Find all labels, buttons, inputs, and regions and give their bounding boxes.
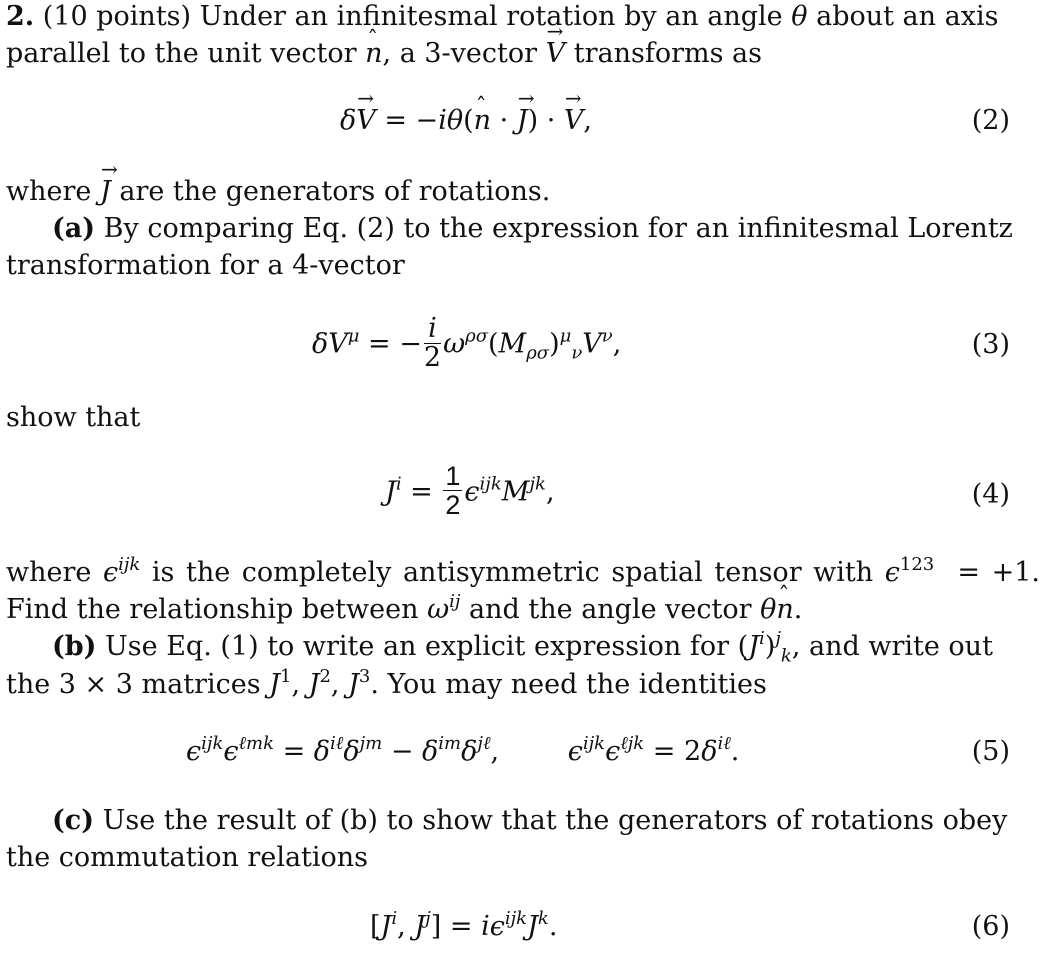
after-eq4-line2: Find the relationship between $\omega^{ij}$ and the angle vector θˆ n. [6,593,802,627]
equation-6-number: (6) [971,911,1010,942]
equation-4-number: (4) [971,479,1010,510]
part-c-text: Use the result of (b) to show that the generators of rotations obey [102,805,1008,836]
problem-intro-line1 [6,0,998,34]
equation-5-number: (5) [971,736,1010,767]
equation-3-number: (3) [971,329,1010,360]
part-a-text: By comparing Eq. (2) to the expression for an infinitesmal Lorentz [103,213,1013,244]
problem-intro-line2: parallel to the unit vector ˆ n, a 3-vector → V transforms as [6,37,762,71]
part-b-text: Use Eq. (1) to write an explicit expression for $(J^i)^j_k$, and write out [105,628,993,667]
part-a-line1 [52,212,1013,246]
part-c-label: (c) [52,805,94,836]
part-b-line2: the 3 × 3 matrices $J^1$, $J^2$, $J^3$. You may need the identities [6,666,767,700]
equation-6: [$J^i$, $J^j] = i\epsilon^{ijk}J^k$. [370,908,558,942]
problem-number: 2. [6,1,35,32]
part-b-line1 [52,630,993,668]
after-eq2-text: where → J are the generators of rotations. [6,175,550,209]
part-a-label: (a) [52,213,96,244]
show-that-text: show that [6,402,141,433]
problem-intro-text: (10 points) Under an infinitesmal rotation by an angle θ about an axis [42,1,999,32]
part-b-label: (b) [52,631,97,662]
part-c-line1 [52,804,1007,838]
equation-2-number: (2) [971,105,1010,136]
equation-5: $\epsilon^{ijk}\epsilon^{\ell mk} = \delta^{i\ell}\delta^{jm} - \delta^{im}\delta^{j\ell}$, $\epsilon^{ijk}\epsilon^{\ell jk} = 2\delta^{i\ell}$. [186,733,740,767]
equation-2: δ→ V = −iθ(ˆ n · → J) · → V, [340,104,592,138]
equation-3: $\delta V^\mu$ = − $\frac{i}{2}$ $\omega^{\rho\sigma}(M_{\rho\sigma})^\mu_\nu V^\nu$, [312,313,622,374]
equation-4: $J^i$ = $\frac{1}{2}$ $\epsilon^{ijk}M^{jk}$, [385,461,555,521]
part-a-line2: transformation for a 4-vector [6,250,405,281]
after-eq4-line1: where $\epsilon^{ijk}$ is the completely antisymmetric spatial tensor with $\epsilon^{123} = +1$. [6,554,1040,588]
part-c-line2: the commutation relations [6,842,369,873]
